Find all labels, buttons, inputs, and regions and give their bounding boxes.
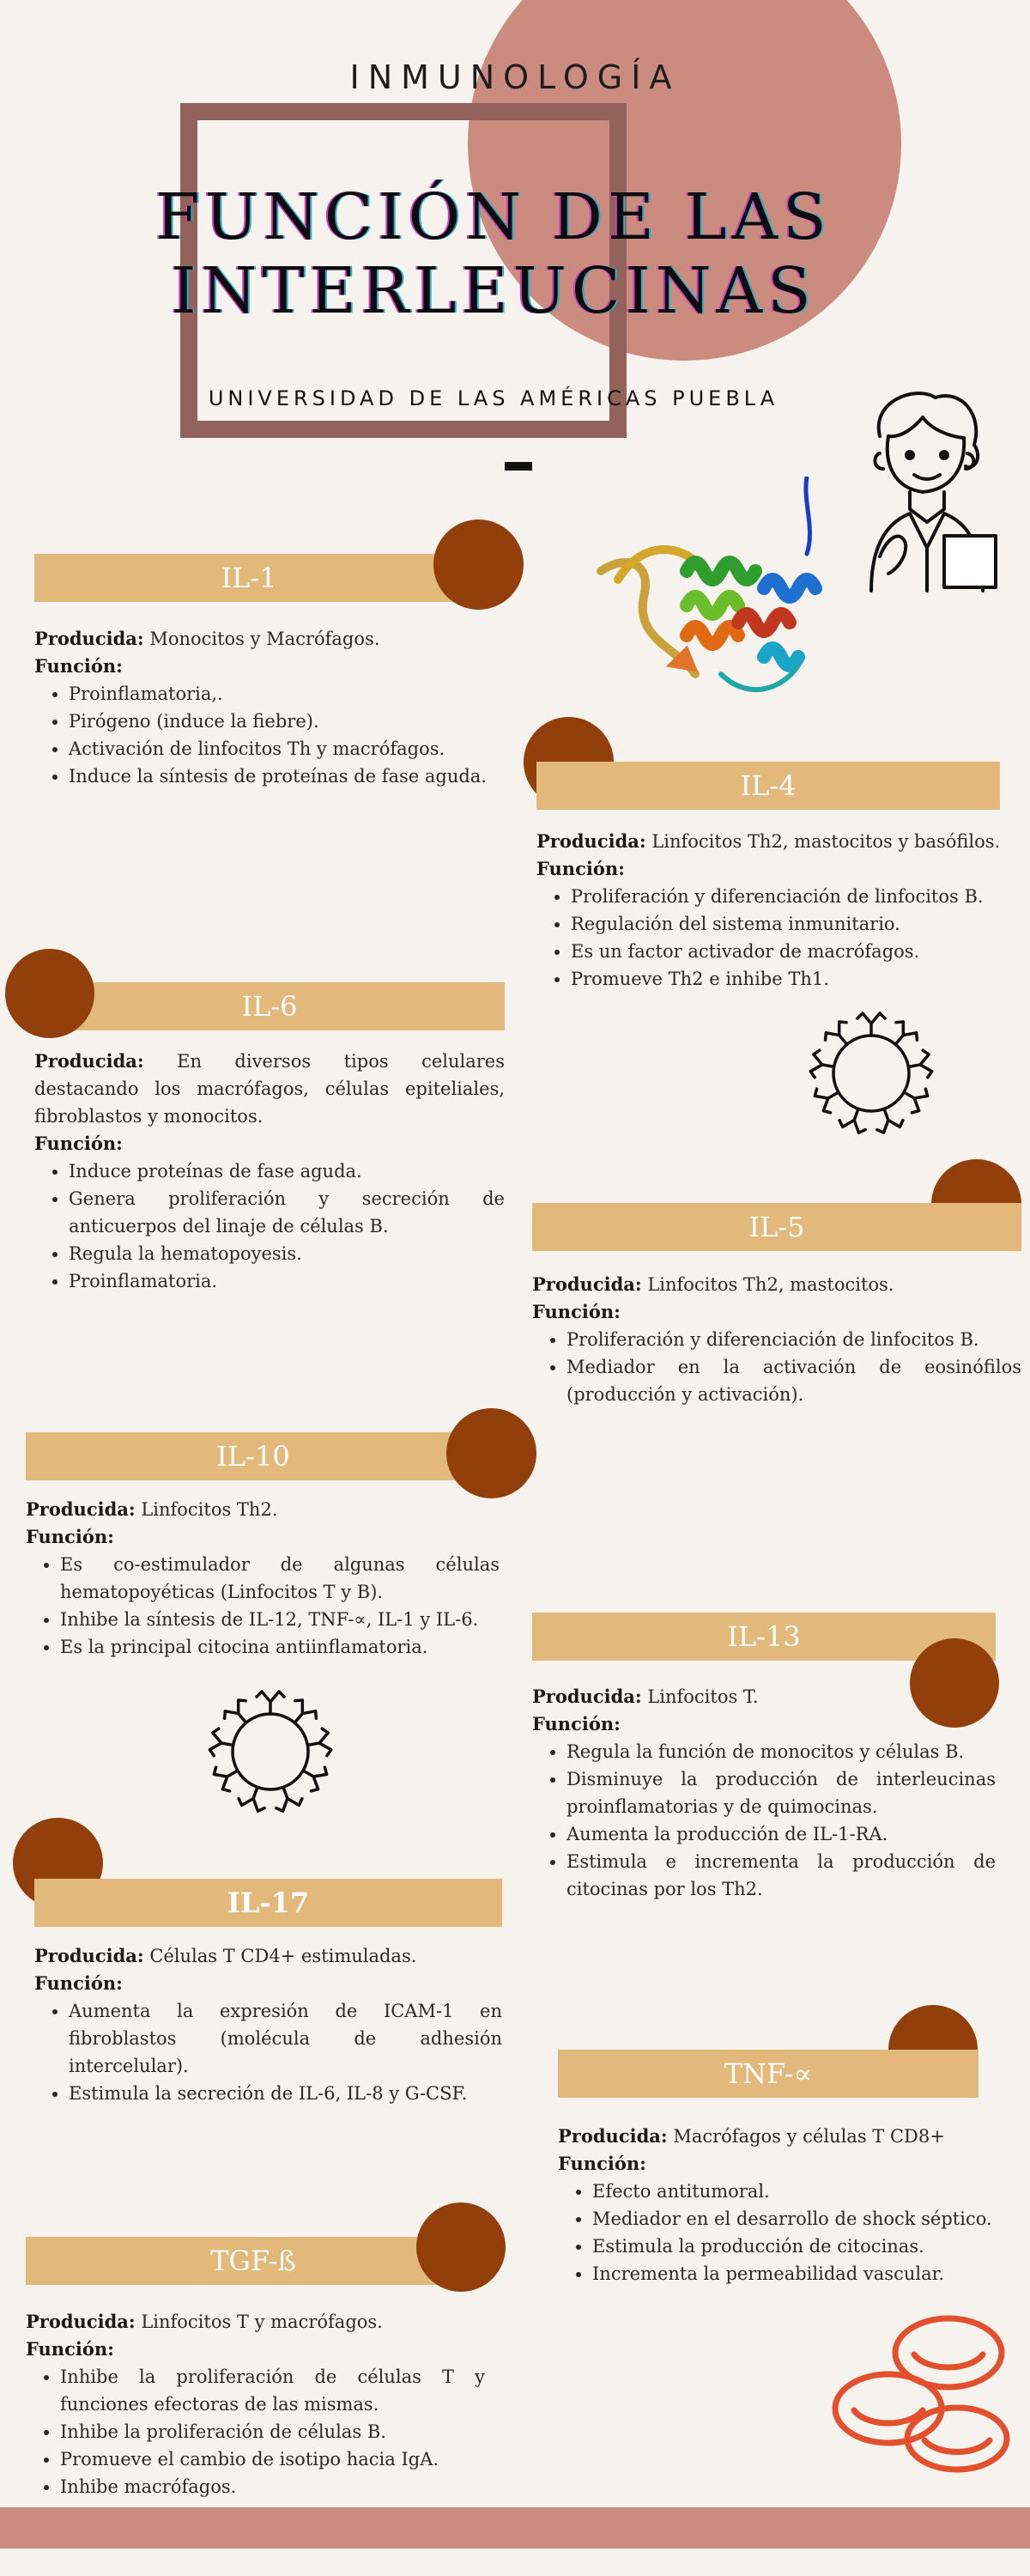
list-item: • Aumenta la producción de IL-1-RA.	[566, 1820, 996, 1848]
list-item: • Es un factor activador de macrófagos.	[571, 938, 1004, 965]
list-item: • Induce la síntesis de proteínas de fase aguda.	[69, 762, 515, 790]
produced-by: Linfocitos Th2.	[141, 1499, 278, 1520]
list-item: • Estimula e incrementa la producción de citocinas por los Th2.	[566, 1848, 996, 1903]
red-blood-cells-icon	[811, 2310, 1017, 2473]
list-item: • Promueve Th2 e inhibe Th1.	[571, 965, 1004, 993]
divider	[505, 462, 532, 471]
section-il-1: Producida: Monocitos y Macrófagos. Función: • Proinflamatoria,. • Pirógeno (induce la fiebre). • Activación de linfocitos Th y macrófagos. • Induce la síntesis de proteínas de fase aguda.	[34, 625, 515, 790]
list-item: • Es co-estimulador de algunas células hematopoyéticas (Linfocitos T y B).	[60, 1551, 500, 1606]
list-item: • Genera proliferación y secreción de anticuerpos del linaje de células B.	[69, 1185, 505, 1240]
list-item: • Proinflamatoria,.	[69, 680, 515, 708]
function-list	[34, 1997, 502, 2107]
decorative-dot	[5, 949, 94, 1038]
protein-structure-icon	[592, 477, 850, 708]
section-title-il-10: IL-10	[26, 1432, 481, 1480]
section-tnf: Producida: Macrófagos y células T CD8+ Función: • Efecto antitumoral. • Mediador en el desarrollo de shock séptico. • Estimula la producción de citocinas. • Incrementa la permeabilidad vascular.	[558, 2123, 1004, 2287]
list-item: • Regulación del sistema inmunitario.	[571, 910, 1004, 938]
produced-by: Células T CD4+ estimuladas.	[149, 1946, 417, 1966]
list-item: • Promueve el cambio de isotipo hacia IgA.	[60, 2445, 485, 2473]
produced-by: Linfocitos T y macrófagos.	[141, 2312, 383, 2332]
function-list	[26, 2363, 485, 2500]
produced-by: Linfocitos T.	[647, 1686, 759, 1707]
list-item: • Aumenta la expresión de ICAM-1 en fibroblastos (molécula de adhesión intercelular).	[69, 1997, 502, 2080]
decorative-dot	[416, 2202, 506, 2292]
section-title-il-1: IL-1	[34, 554, 464, 602]
function-list	[26, 1551, 500, 1661]
section-tgf: Producida: Linfocitos T y macrófagos. Función: • Inhibe la proliferación de células T y funciones efectoras de las mismas. • Inhibe la proliferación de células B. • Promueve el cambio de isotipo hacia IgA. • Inhibe macrófagos.	[26, 2308, 485, 2500]
section-title-il-17: IL-17	[34, 1879, 502, 1927]
antibody-ring-icon	[202, 1683, 339, 1820]
list-item: • Proliferación y diferenciación de linfocitos B.	[571, 883, 1004, 910]
section-title-il-5: IL-5	[532, 1203, 1021, 1251]
list-item: • Efecto antitumoral.	[592, 2178, 1004, 2205]
function-list	[558, 2178, 1004, 2287]
list-item: • Regula la función de monocitos y células B.	[566, 1738, 996, 1765]
list-item: • Inhibe la proliferación de células B.	[60, 2418, 485, 2445]
function-list	[536, 883, 1004, 993]
list-item: • Mediador en la activación de eosinófilos (producción y activación).	[566, 1353, 1021, 1408]
produced-by: Monocitos y Macrófagos.	[149, 629, 380, 649]
section-title-il-6: IL-6	[34, 982, 505, 1030]
function-list	[34, 680, 515, 790]
list-item: • Mediador en el desarrollo de shock séptico.	[592, 2205, 1004, 2233]
section-il-5: Producida: Linfocitos Th2, mastocitos. Función: • Proliferación y diferenciación de linfocitos B. • Mediador en la activación de eosinófilos (producción y activación).	[532, 1271, 1021, 1408]
section-title-tnf: TNF-∝	[558, 2050, 978, 2098]
university-name: UNIVERSIDAD DE LAS AMÉRICAS PUEBLA	[208, 386, 779, 410]
list-item: • Activación de linfocitos Th y macrófagos.	[69, 735, 515, 762]
subject-heading: INMUNOLOGÍA	[349, 58, 681, 96]
produced-by: Macrófagos y células T CD8+	[673, 2126, 945, 2147]
list-item: • Estimula la producción de citocinas.	[592, 2233, 1004, 2260]
section-il-4: Producida: Linfocitos Th2, mastocitos y basófilos. Función: • Proliferación y diferenciación de linfocitos B. • Regulación del sistema inmunitario. • Es un factor activador de macrófagos. • Promueve Th2 e inhibe Th1.	[536, 828, 1004, 993]
section-il-13: Producida: Linfocitos T. Función: • Regula la función de monocitos y células B. • Disminuye la producción de interleucinas proinflamatorias y de quimocinas. • Aumenta la producción de IL-1-RA. • Estimula e incrementa la producción de citocinas por los Th2.	[532, 1683, 996, 1903]
function-list	[532, 1326, 1021, 1408]
list-item: • Induce proteínas de fase aguda.	[69, 1157, 505, 1185]
list-item: • Inhibe la síntesis de IL-12, TNF-∝, IL-1 y IL-6.	[60, 1606, 500, 1633]
list-item: • Regula la hematopoyesis.	[69, 1240, 505, 1267]
section-il-10: Producida: Linfocitos Th2. Función: • Es co-estimulador de algunas células hematopoyéticas (Linfocitos T y B). • Inhibe la síntesis de IL-12, TNF-∝, IL-1 y IL-6. • Es la principal citocina antiinflamatoria.	[26, 1496, 500, 1661]
section-title-tgf: TGF-ß	[26, 2237, 481, 2285]
antibody-ring-icon	[803, 1005, 940, 1142]
list-item: • Es la principal citocina antiinflamatoria.	[60, 1633, 500, 1661]
decorative-dot	[446, 1408, 536, 1498]
list-item: • Inhibe macrófagos.	[60, 2473, 485, 2500]
scientist-icon	[854, 385, 1000, 595]
section-title-il-13: IL-13	[532, 1613, 996, 1661]
list-item: • Proinflamatoria.	[69, 1267, 505, 1295]
decorative-dot	[433, 519, 524, 610]
list-item: • Proliferación y diferenciación de linfocitos B.	[566, 1326, 1021, 1353]
title-line-2: INTERLEUCINAS	[171, 254, 816, 328]
title-line-1: FUNCIÓN DE LAS	[155, 180, 832, 254]
produced-by: En diversos tipos celulares destacando los macrófagos, células epiteliales, fibroblastos y monocitos.	[34, 1051, 505, 1127]
list-item: • Pirógeno (induce la fiebre).	[69, 708, 515, 735]
list-item: • Estimula la secreción de IL-6, IL-8 y G-CSF.	[69, 2080, 502, 2107]
section-il-6: Producida: En diversos tipos celulares destacando los macrófagos, células epiteliales, fibroblastos y monocitos. Función: • Induce proteínas de fase aguda. • Genera proliferación y secreción de anticuerpos del linaje de células B. • Regula la hematopoyesis. • Proinflamatoria.	[34, 1048, 505, 1295]
function-list	[34, 1157, 505, 1295]
section-il-17: Producida: Células T CD4+ estimuladas. Función: • Aumenta la expresión de ICAM-1 en fibroblastos (molécula de adhesión intercelular). • Estimula la secreción de IL-6, IL-8 y G-CSF.	[34, 1942, 502, 2107]
section-title-il-4: IL-4	[536, 762, 1000, 810]
list-item: • Incrementa la permeabilidad vascular.	[592, 2260, 1004, 2287]
page-title	[129, 180, 858, 328]
produced-by: Linfocitos Th2, mastocitos.	[647, 1274, 894, 1295]
function-list	[532, 1738, 996, 1903]
list-item: • Disminuye la producción de interleucinas proinflamatorias y de quimocinas.	[566, 1765, 996, 1820]
produced-by: Linfocitos Th2, mastocitos y basófilos.	[651, 831, 1001, 852]
footer-band	[0, 2507, 1030, 2549]
list-item: • Inhibe la proliferación de células T y funciones efectoras de las mismas.	[60, 2363, 485, 2418]
